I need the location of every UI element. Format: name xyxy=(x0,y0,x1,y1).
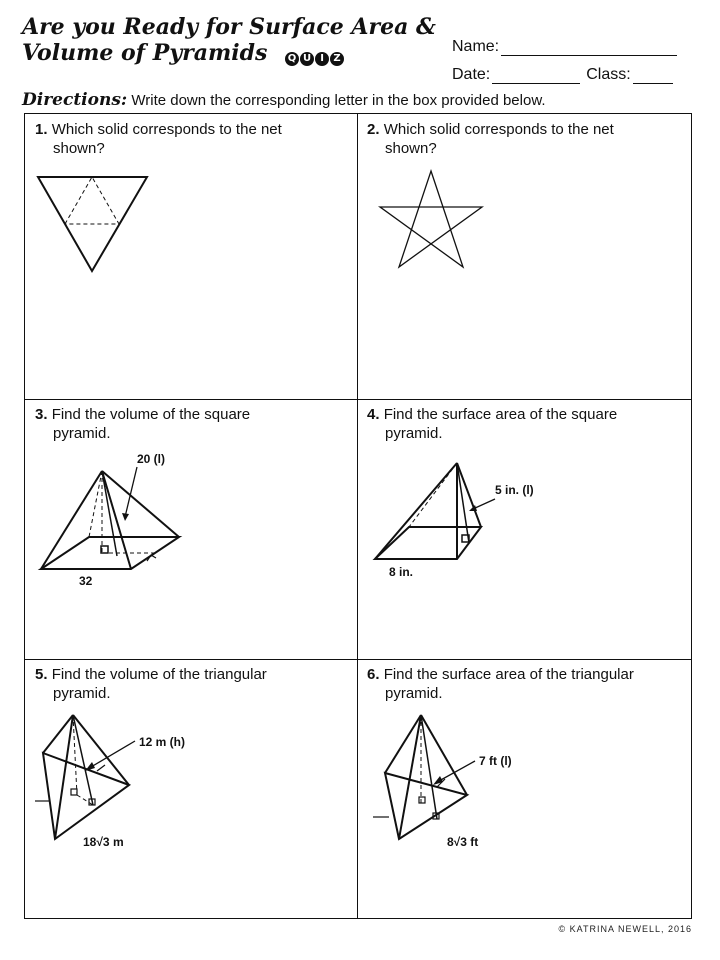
triangular-pyramid-figure xyxy=(367,709,547,849)
question-box-6[interactable] xyxy=(357,659,693,919)
question-text xyxy=(367,665,667,703)
name-field[interactable] xyxy=(501,39,677,56)
title-line-2-text: Volume of Pyramids xyxy=(22,40,268,66)
question-text xyxy=(35,665,335,703)
question-line: pyramid. xyxy=(53,425,111,442)
base-edge-label: 8√3 ft xyxy=(447,835,479,849)
directions-text: Write down the corresponding letter in the box provided below. xyxy=(131,92,546,109)
base-edge-label: 32 xyxy=(79,574,93,588)
question-number: 4. xyxy=(367,406,380,423)
question-line: pyramid. xyxy=(385,685,443,702)
question-box-5[interactable] xyxy=(25,659,357,919)
square-pyramid-figure xyxy=(371,449,551,579)
question-line: pyramid. xyxy=(385,425,443,442)
question-number: 3. xyxy=(35,406,48,423)
question-line: Find the surface area of the square xyxy=(383,406,618,423)
date-field[interactable] xyxy=(492,67,580,84)
question-number: 5. xyxy=(35,666,48,683)
name-row xyxy=(452,28,677,56)
class-field[interactable] xyxy=(633,67,673,84)
directions-label: Directions: xyxy=(22,90,128,110)
base-edge-label: 8 in. xyxy=(389,565,414,579)
slant-height-label: 7 ft (l) xyxy=(479,754,512,768)
question-line: Find the volume of the square xyxy=(51,406,251,423)
directions xyxy=(22,90,546,110)
question-line: pyramid. xyxy=(53,685,111,702)
title-line-2 xyxy=(22,40,442,67)
question-box-1[interactable] xyxy=(25,114,357,399)
student-info-fields xyxy=(452,28,677,84)
height-label: 12 m (h) xyxy=(139,735,186,749)
badge-letter: I xyxy=(315,52,329,66)
base-edge-label: 18√3 m xyxy=(83,835,124,849)
title-line-1: Are you Ready for Surface Area & xyxy=(22,14,436,40)
date-label: Date: xyxy=(452,66,491,83)
question-grid xyxy=(24,113,692,919)
question-line: Which solid corresponds to the net xyxy=(383,121,614,138)
question-number: 6. xyxy=(367,666,380,683)
date-class-row xyxy=(452,56,677,84)
question-number: 1. xyxy=(35,121,48,138)
worksheet-title xyxy=(22,14,442,67)
slant-height-label: 5 in. (l) xyxy=(495,483,534,497)
badge-letter: Z xyxy=(330,52,344,66)
triangle-net-figure xyxy=(35,174,155,274)
copyright-notice: © KATRINA NEWELL, 2016 xyxy=(558,924,692,934)
question-text xyxy=(367,405,667,443)
question-line: shown? xyxy=(385,140,437,157)
quiz-badge xyxy=(285,41,345,67)
question-text xyxy=(35,120,335,158)
question-line: Find the volume of the triangular xyxy=(51,666,267,683)
badge-letter: U xyxy=(300,52,314,66)
question-text xyxy=(35,405,335,443)
slant-height-label: 20 (l) xyxy=(137,452,166,466)
class-label: Class: xyxy=(586,66,631,83)
square-pyramid-figure xyxy=(39,449,219,588)
question-text xyxy=(367,120,667,158)
question-line: shown? xyxy=(53,140,105,157)
question-box-2[interactable] xyxy=(357,114,693,399)
question-number: 2. xyxy=(367,121,380,138)
question-box-4[interactable] xyxy=(357,399,693,659)
question-box-3[interactable] xyxy=(25,399,357,659)
question-line: Find the surface area of the triangular xyxy=(383,666,634,683)
star-net-figure xyxy=(377,169,487,269)
triangular-pyramid-figure xyxy=(35,709,215,849)
question-line: Which solid corresponds to the net xyxy=(51,121,282,138)
badge-letter: Q xyxy=(285,52,299,66)
name-label: Name: xyxy=(452,38,500,55)
